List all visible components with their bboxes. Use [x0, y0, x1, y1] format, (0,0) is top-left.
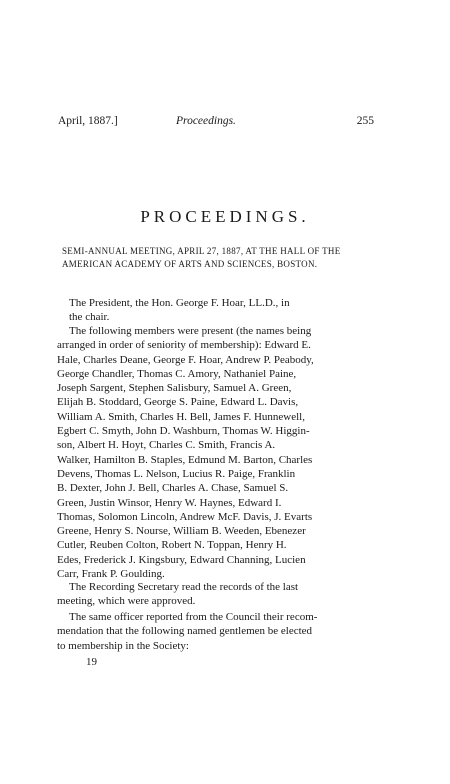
- text-line: B. Dexter, John J. Bell, Charles A. Chase, Samuel S.: [57, 482, 289, 495]
- paragraph-recommendation: [57, 610, 372, 653]
- signature-mark: 19: [86, 656, 97, 668]
- text-line: the chair.: [69, 311, 110, 324]
- text-line: Elijah B. Stoddard, George S. Paine, Edward L. Davis,: [57, 396, 299, 409]
- text-line: The Recording Secretary read the records of the last: [69, 581, 299, 593]
- text-line: Greene, Henry S. Nourse, William B. Weeden, Ebenezer: [57, 525, 306, 538]
- subtitle-line: AMERICAN ACADEMY OF ARTS AND SCIENCES, BOSTON.: [62, 259, 318, 269]
- text-line: Edes, Frederick J. Kingsbury, Edward Channing, Lucien: [57, 553, 306, 566]
- paragraph-president: [57, 296, 372, 325]
- text-line: Cutler, Reuben Colton, Robert N. Toppan, Henry H.: [57, 539, 287, 552]
- text-line: William A. Smith, Charles H. Bell, James F. Hunnewell,: [57, 410, 305, 423]
- text-line: to membership in the Society:: [57, 639, 189, 652]
- paragraph-members-present: [57, 324, 372, 581]
- text-line: Devens, Thomas L. Nelson, Lucius R. Paige, Franklin: [57, 467, 296, 480]
- subtitle-line: SEMI-ANNUAL MEETING, APRIL 27, 1887, AT THE HALL OF THE: [62, 246, 341, 256]
- page-number: 255: [356, 115, 374, 127]
- meeting-subtitle: [62, 245, 362, 271]
- text-line: Carr, Frank P. Goulding.: [57, 568, 165, 581]
- text-line: The following members were present (the names being: [69, 325, 312, 337]
- text-line: Green, Justin Winsor, Henry W. Haynes, Edward I.: [57, 496, 282, 509]
- text-line: Walker, Hamilton B. Staples, Edmund M. Barton, Charles: [57, 453, 313, 466]
- page-title: PROCEEDINGS.: [140, 207, 310, 226]
- text-line: son, Albert H. Hoyt, Charles C. Smith, Francis A.: [57, 439, 276, 452]
- paragraph-records: [57, 580, 372, 609]
- text-line: George Chandler, Thomas C. Amory, Nathaniel Paine,: [57, 367, 297, 380]
- text-line: Egbert C. Smyth, John D. Washburn, Thomas W. Higgin-: [57, 425, 310, 438]
- text-line: The same officer reported from the Council their recom-: [69, 611, 318, 623]
- text-line: mendation that the following named gentlemen be elected: [57, 625, 313, 638]
- running-head: [58, 115, 374, 131]
- text-line: Thomas, Solomon Lincoln, Andrew McF. Davis, J. Evarts: [57, 510, 313, 523]
- text-line: arranged in order of seniority of membership): Edward E.: [57, 339, 311, 352]
- running-head-date: April, 1887.]: [58, 115, 118, 127]
- text-line: meeting, which were approved.: [57, 595, 196, 608]
- text-line: The President, the Hon. George F. Hoar, LL.D., in: [69, 297, 290, 309]
- text-line: Hale, Charles Deane, George F. Hoar, Andrew P. Peabody,: [57, 353, 314, 366]
- text-line: Joseph Sargent, Stephen Salisbury, Samuel A. Green,: [57, 382, 292, 395]
- running-head-title: Proceedings.: [176, 115, 236, 127]
